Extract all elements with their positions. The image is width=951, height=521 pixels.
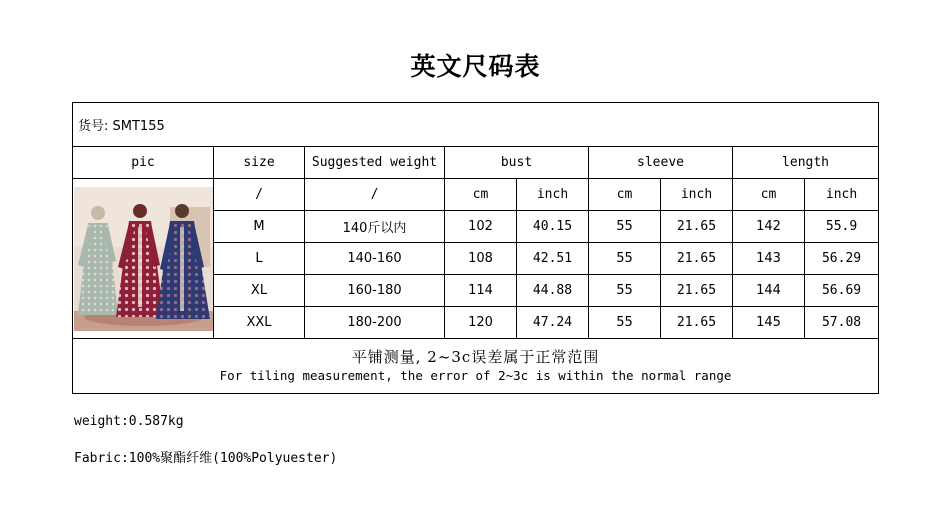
size-cell: XXL [214,307,305,339]
bust-cm-cell: 114 [445,275,517,307]
length-inch-cell: 57.08 [805,307,879,339]
product-photo [74,187,213,331]
unit-sleeve-cm: cm [589,179,661,211]
bust-cm-cell: 120 [445,307,517,339]
fabric-info: Fabric:100%聚酯纤维(100%Polyuester) [74,451,338,466]
sleeve-inch-cell: 21.65 [661,211,733,243]
product-code-row [73,103,879,147]
header-sleeve: sleeve [589,147,733,179]
size-cell: XL [214,275,305,307]
measurement-note [73,339,879,394]
unit-weight: / [305,179,445,211]
length-inch-cell: 55.9 [805,211,879,243]
length-inch-cell: 56.69 [805,275,879,307]
header-length: length [733,147,879,179]
note-row [73,339,879,394]
sleeve-cm-cell: 55 [589,211,661,243]
sleeve-cm-cell: 55 [589,243,661,275]
size-chart-table [72,102,879,394]
unit-sleeve-inch: inch [661,179,733,211]
product-photo-cell [73,179,214,339]
sleeve-inch-cell: 21.65 [661,307,733,339]
sleeve-cm-cell: 55 [589,275,661,307]
unit-length-cm: cm [733,179,805,211]
bust-cm-cell: 108 [445,243,517,275]
size-cell: M [214,211,305,243]
weight-cell: 160-180 [305,275,445,307]
header-bust: bust [445,147,589,179]
units-row [73,179,879,211]
weight-cell: 180-200 [305,307,445,339]
length-cm-cell: 142 [733,211,805,243]
length-cm-cell: 145 [733,307,805,339]
weight-cell: 140斤以内 [305,211,445,243]
header-size: size [214,147,305,179]
bust-inch-cell: 42.51 [517,243,589,275]
measurement-note-cn: 平铺测量, 2~3c误差属于正常范围 [351,348,600,366]
unit-bust-inch: inch [517,179,589,211]
sleeve-cm-cell: 55 [589,307,661,339]
bust-cm-cell: 102 [445,211,517,243]
unit-size: / [214,179,305,211]
weight-cell: 140-160 [305,243,445,275]
header-row [73,147,879,179]
unit-bust-cm: cm [445,179,517,211]
sleeve-inch-cell: 21.65 [661,243,733,275]
measurement-note-en: For tiling measurement, the error of 2~3c is within the normal range [219,368,732,383]
header-pic: pic [73,147,214,179]
length-cm-cell: 144 [733,275,805,307]
product-code: 货号: SMT155 [73,103,879,147]
page-title: 英文尺码表 [410,52,541,81]
size-cell: L [214,243,305,275]
length-inch-cell: 56.29 [805,243,879,275]
weight-info: weight:0.587kg [74,414,184,429]
sleeve-inch-cell: 21.65 [661,275,733,307]
bust-inch-cell: 40.15 [517,211,589,243]
bust-inch-cell: 47.24 [517,307,589,339]
header-suggested-weight: Suggested weight [305,147,445,179]
length-cm-cell: 143 [733,243,805,275]
bust-inch-cell: 44.88 [517,275,589,307]
unit-length-inch: inch [805,179,879,211]
